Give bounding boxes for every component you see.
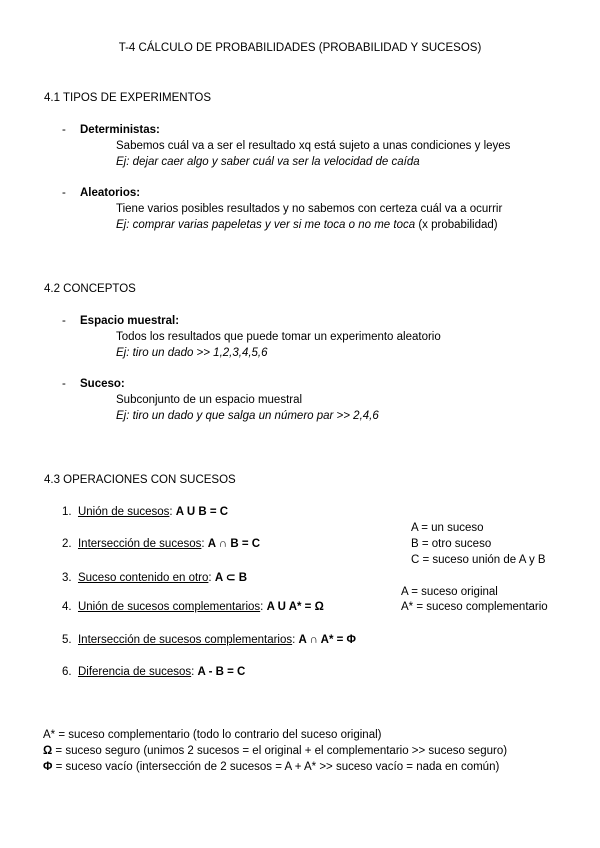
bullet-deterministas: - (62, 124, 66, 136)
operation-5: 5. Intersección de sucesos complementarios: A ∩ A* = Φ (62, 634, 356, 646)
note-a-complementario: A* = suceso complementario (401, 601, 548, 613)
operation-6: 6. Diferencia de sucesos: A - B = C (62, 666, 246, 678)
operation-4: 4. Unión de sucesos complementarios: A U A* = Ω (62, 601, 324, 613)
desc-suceso: Subconjunto de un espacio muestral (116, 394, 303, 406)
note-c-suceso: C = suceso unión de A y B (411, 554, 546, 566)
footer-line-complementario: A* = suceso complementario (todo lo contrario del suceso original) (43, 729, 382, 741)
term-deterministas: Deterministas: (80, 124, 160, 136)
example-suceso: Ej: tiro un dado y que salga un número par >> 2,4,6 (116, 410, 379, 422)
page-title: T-4 CÁLCULO DE PROBABILIDADES (PROBABILIDAD Y SUCESOS) (118, 42, 482, 54)
example-aleatorios: Ej: comprar varias papeletas y ver si me toca o no me toca (x probabilidad) (116, 219, 498, 231)
bullet-espacio-muestral: - (62, 315, 66, 327)
note-a-original: A = suceso original (401, 586, 498, 598)
term-aleatorios: Aleatorios: (80, 187, 141, 199)
desc-espacio-muestral: Todos los resultados que puede tomar un experimento aleatorio (116, 331, 441, 343)
term-espacio-muestral: Espacio muestral: (80, 315, 180, 327)
bullet-aleatorios: - (62, 187, 66, 199)
desc-deterministas: Sabemos cuál va a ser el resultado xq está sujeto a unas condiciones y leyes (116, 140, 511, 152)
footer-line-seguro: Ω = suceso seguro (unimos 2 sucesos = el original + el complementario >> suceso seguro) (43, 745, 508, 757)
note-a-suceso: A = un suceso (411, 522, 484, 534)
example-deterministas: Ej: dejar caer algo y saber cuál va ser la velocidad de caída (116, 156, 420, 168)
desc-aleatorios: Tiene varios posibles resultados y no sabemos con certeza cuál va a ocurrir (116, 203, 503, 215)
operation-1: 1. Unión de sucesos: A U B = C (62, 506, 229, 518)
example-espacio-muestral: Ej: tiro un dado >> 1,2,3,4,5,6 (116, 347, 268, 359)
section-heading-4-3: 4.3 OPERACIONES CON SUCESOS (44, 474, 236, 486)
footer-line-vacio: Φ = suceso vacío (intersección de 2 sucesos = A + A* >> suceso vacío = nada en común) (43, 761, 500, 773)
bullet-suceso: - (62, 378, 66, 390)
section-heading-4-2: 4.2 CONCEPTOS (44, 283, 136, 295)
section-heading-4-1: 4.1 TIPOS DE EXPERIMENTOS (44, 92, 212, 104)
term-suceso: Suceso: (80, 378, 125, 390)
operation-2: 2. Intersección de sucesos: A ∩ B = C (62, 538, 261, 550)
note-b-suceso: B = otro suceso (411, 538, 492, 550)
operation-3: 3. Suceso contenido en otro: A ⊂ B (62, 572, 248, 584)
